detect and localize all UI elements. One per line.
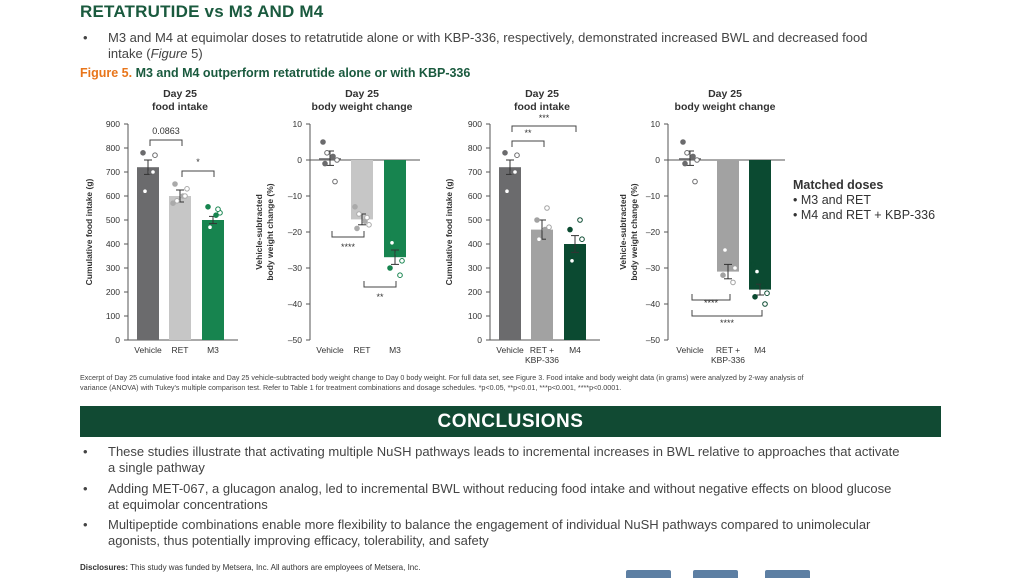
chart-title: body weight change [311, 101, 413, 113]
x-tick-label: RET + [529, 345, 555, 355]
data-point [733, 266, 738, 271]
data-point [367, 223, 372, 228]
data-point [580, 237, 585, 242]
bar [202, 220, 224, 340]
footer-nav-button[interactable] [693, 570, 738, 578]
significance-bracket [512, 126, 576, 132]
chart-title: body weight change [674, 101, 776, 113]
data-point [695, 158, 700, 163]
x-tick-label: Vehicle [134, 345, 162, 355]
y-axis-label: Cumulative food intake (g) [444, 178, 454, 286]
data-point [547, 225, 552, 230]
significance-label: **** [703, 298, 719, 308]
y-tick-label: –50 [287, 335, 302, 345]
bar [169, 196, 191, 340]
x-tick-label: M3 [207, 345, 219, 355]
x-tick-label: RET [171, 345, 189, 355]
y-tick-label: 10 [292, 119, 302, 129]
y-tick-label: 200 [467, 287, 482, 297]
data-point [386, 233, 391, 238]
data-point [396, 251, 401, 256]
x-tick-label: M4 [754, 345, 766, 355]
x-tick-label: Vehicle [676, 345, 704, 355]
y-tick-label: 0 [297, 155, 302, 165]
chart-title: Day 25 [525, 88, 559, 100]
data-point [751, 262, 756, 267]
footer-nav-button[interactable] [626, 570, 671, 578]
data-point [513, 170, 518, 175]
data-point [390, 241, 395, 246]
conclusion-line: at equimolar concentrations [108, 497, 268, 512]
data-point [501, 194, 506, 199]
y-tick-label: 500 [105, 215, 120, 225]
data-point [731, 280, 736, 285]
legend [793, 178, 935, 223]
conclusion-line: agonists, thus potentially improving efficacy, tolerability, and safety [108, 533, 489, 548]
y-tick-label: 0 [115, 335, 120, 345]
y-tick-label: –10 [287, 191, 302, 201]
data-point [175, 199, 180, 204]
conclusions-heading: CONCLUSIONS [80, 406, 941, 437]
data-point [503, 151, 508, 156]
significance-label: 0.0863 [152, 126, 180, 136]
data-point [568, 227, 573, 232]
data-point [400, 259, 405, 264]
y-tick-label: 900 [467, 119, 482, 129]
bullet-marker: • [83, 30, 88, 45]
data-point [183, 194, 188, 199]
bar [499, 167, 521, 340]
data-point [755, 269, 760, 274]
bullet-marker: • [83, 481, 88, 496]
y-tick-label: 200 [105, 287, 120, 297]
data-point [151, 170, 156, 175]
bullet-marker: • [83, 517, 88, 532]
x-tick-label: KBP-336 [710, 355, 746, 365]
data-point [685, 151, 690, 156]
data-point [357, 212, 362, 217]
significance-label: * [196, 157, 200, 167]
y-tick-label: 0 [655, 155, 660, 165]
disclosures-label: Disclosures: [80, 563, 129, 572]
y-axis-label: Vehicle-subtracted [254, 194, 264, 270]
data-point [365, 215, 370, 220]
significance-bracket [692, 310, 762, 316]
legend-item: • M3 and RET [793, 193, 872, 207]
data-point [185, 187, 190, 192]
intro-text-part: intake ( [108, 46, 151, 61]
data-point [576, 247, 581, 252]
conclusion-line: Adding MET-067, a glucagon analog, led to incremental BWL without reducing food intake and without negative effects on blood glucose [108, 481, 892, 496]
data-point [683, 161, 688, 166]
data-point [578, 218, 583, 223]
data-point [321, 140, 326, 145]
data-point [566, 266, 571, 271]
x-tick-label: M3 [389, 345, 401, 355]
y-tick-label: –10 [645, 191, 660, 201]
significance-bracket [332, 231, 364, 237]
intro-text-end: 5) [187, 46, 203, 61]
y-tick-label: 600 [105, 191, 120, 201]
data-point [719, 241, 724, 246]
legend-item: • M4 and RET + KBP-336 [793, 208, 936, 222]
significance-bracket [364, 281, 396, 287]
conclusion-line: Multipeptide combinations enable more flexibility to balance the engagement of individual NuSH pathways compared to unimolecular [108, 517, 871, 532]
y-tick-label: 700 [105, 167, 120, 177]
chart-title: food intake [513, 101, 571, 113]
y-axis-label: Cumulative food intake (g) [84, 178, 94, 286]
bullet-marker: • [83, 444, 88, 459]
significance-label: **** [340, 242, 356, 252]
bar [351, 160, 373, 219]
data-point [206, 205, 211, 210]
data-point [765, 291, 770, 296]
bar [749, 160, 771, 290]
data-point [216, 207, 221, 212]
data-point [570, 259, 575, 264]
disclosures-text: This study was funded by Metsera, Inc. All authors are employees of Metsera, Inc. [128, 563, 421, 572]
y-tick-label: 300 [467, 263, 482, 273]
x-tick-label: M4 [569, 345, 581, 355]
y-tick-label: –30 [287, 263, 302, 273]
data-point [545, 206, 550, 211]
y-tick-label: 0 [477, 335, 482, 345]
data-point [729, 259, 734, 264]
bar [531, 230, 553, 340]
data-point [723, 248, 728, 253]
y-tick-label: 100 [105, 311, 120, 321]
x-tick-label: Vehicle [316, 345, 344, 355]
data-point [173, 182, 178, 187]
y-tick-label: 10 [650, 119, 660, 129]
conclusion-line: These studies illustrate that activating multiple NuSH pathways leads to incremental increases in BWL relative to approaches that activate [108, 444, 900, 459]
intro-bullet-line1: M3 and M4 at equimolar doses to retatrutide alone or with KBP-336, respectively, demonstrated increased BWL and decreased food [108, 30, 868, 45]
disclosures [80, 563, 420, 572]
data-point [153, 153, 158, 158]
y-tick-label: 600 [467, 191, 482, 201]
section-title: RETATRUTIDE vs M3 AND M4 [80, 2, 324, 21]
legend-item-label: M4 and RET + KBP-336 [800, 208, 936, 222]
significance-bracket [150, 140, 182, 146]
data-point [763, 302, 768, 307]
y-tick-label: 800 [467, 143, 482, 153]
data-point [721, 273, 726, 278]
data-point [139, 194, 144, 199]
y-tick-label: 700 [467, 167, 482, 177]
y-tick-label: 900 [105, 119, 120, 129]
y-tick-label: 400 [105, 239, 120, 249]
data-point [141, 151, 146, 156]
bar [137, 167, 159, 340]
y-tick-label: 800 [105, 143, 120, 153]
x-tick-label: RET [353, 345, 371, 355]
footer-nav-button[interactable] [765, 570, 810, 578]
data-point [515, 153, 520, 158]
x-tick-label: Vehicle [496, 345, 524, 355]
data-point [533, 263, 538, 268]
data-point [388, 266, 393, 271]
bar [717, 160, 739, 272]
data-point [335, 158, 340, 163]
footnote-line: variance (ANOVA) with Tukey's multiple comparison test. Refer to Table 1 for treatment combinations and dosage schedules. *p<0.05, **p<0.01, ***p<0.001, ****p<0.0001. [80, 382, 622, 392]
data-point [505, 189, 510, 194]
legend-item-label: M3 and RET [800, 193, 872, 207]
figure-footnote [80, 373, 940, 392]
significance-label: *** [538, 113, 550, 123]
y-tick-label: 300 [105, 263, 120, 273]
y-tick-label: –20 [645, 227, 660, 237]
data-point [398, 273, 403, 278]
y-axis-label: Vehicle-subtracted [618, 194, 628, 270]
bar [384, 160, 406, 257]
significance-bracket [182, 171, 214, 177]
y-tick-label: 100 [467, 311, 482, 321]
footnote-line: Excerpt of Day 25 cumulative food intake and Day 25 vehicle-subtracted body weight change to Day 0 body weight. For full data set, see Figure 3. Food intake and body weight data (in grams) were analyzed by 2-way analysis of [80, 373, 804, 382]
data-point [325, 151, 330, 156]
y-tick-label: –40 [287, 299, 302, 309]
data-point [355, 226, 360, 231]
intro-text-italic: Figure [150, 46, 188, 61]
data-point [323, 161, 328, 166]
y-tick-label: –30 [645, 263, 660, 273]
chart-title: Day 25 [163, 88, 197, 100]
data-point [761, 284, 766, 289]
data-point [753, 295, 758, 300]
significance-label: ** [376, 292, 384, 302]
x-tick-label: KBP-336 [524, 355, 560, 365]
figure-number: Figure 5. [80, 66, 133, 80]
figure-caption-text: M3 and M4 outperform retatrutide alone or with KBP-336 [132, 66, 471, 80]
conclusion-line: a single pathway [108, 460, 205, 475]
y-axis-label: body weight change (%) [265, 183, 275, 281]
y-tick-label: 500 [467, 215, 482, 225]
y-axis-label: body weight change (%) [629, 183, 639, 281]
data-point [691, 154, 696, 159]
significance-bracket [512, 141, 544, 147]
data-point [693, 179, 698, 184]
data-point [331, 154, 336, 159]
y-tick-label: –50 [645, 335, 660, 345]
data-point [681, 140, 686, 145]
y-tick-label: –20 [287, 227, 302, 237]
data-point [208, 225, 213, 230]
data-point [353, 205, 358, 210]
chart-title: Day 25 [345, 88, 379, 100]
data-point [537, 237, 542, 242]
y-tick-label: –40 [645, 299, 660, 309]
legend-title: Matched doses [793, 178, 884, 192]
data-point [535, 218, 540, 223]
chart-title: Day 25 [708, 88, 742, 100]
significance-label: **** [719, 318, 735, 328]
data-point [333, 179, 338, 184]
y-tick-label: 400 [467, 239, 482, 249]
significance-label: ** [524, 128, 532, 138]
x-tick-label: RET + [715, 345, 741, 355]
bar [564, 244, 586, 340]
chart-title: food intake [151, 101, 209, 113]
data-point [143, 189, 148, 194]
